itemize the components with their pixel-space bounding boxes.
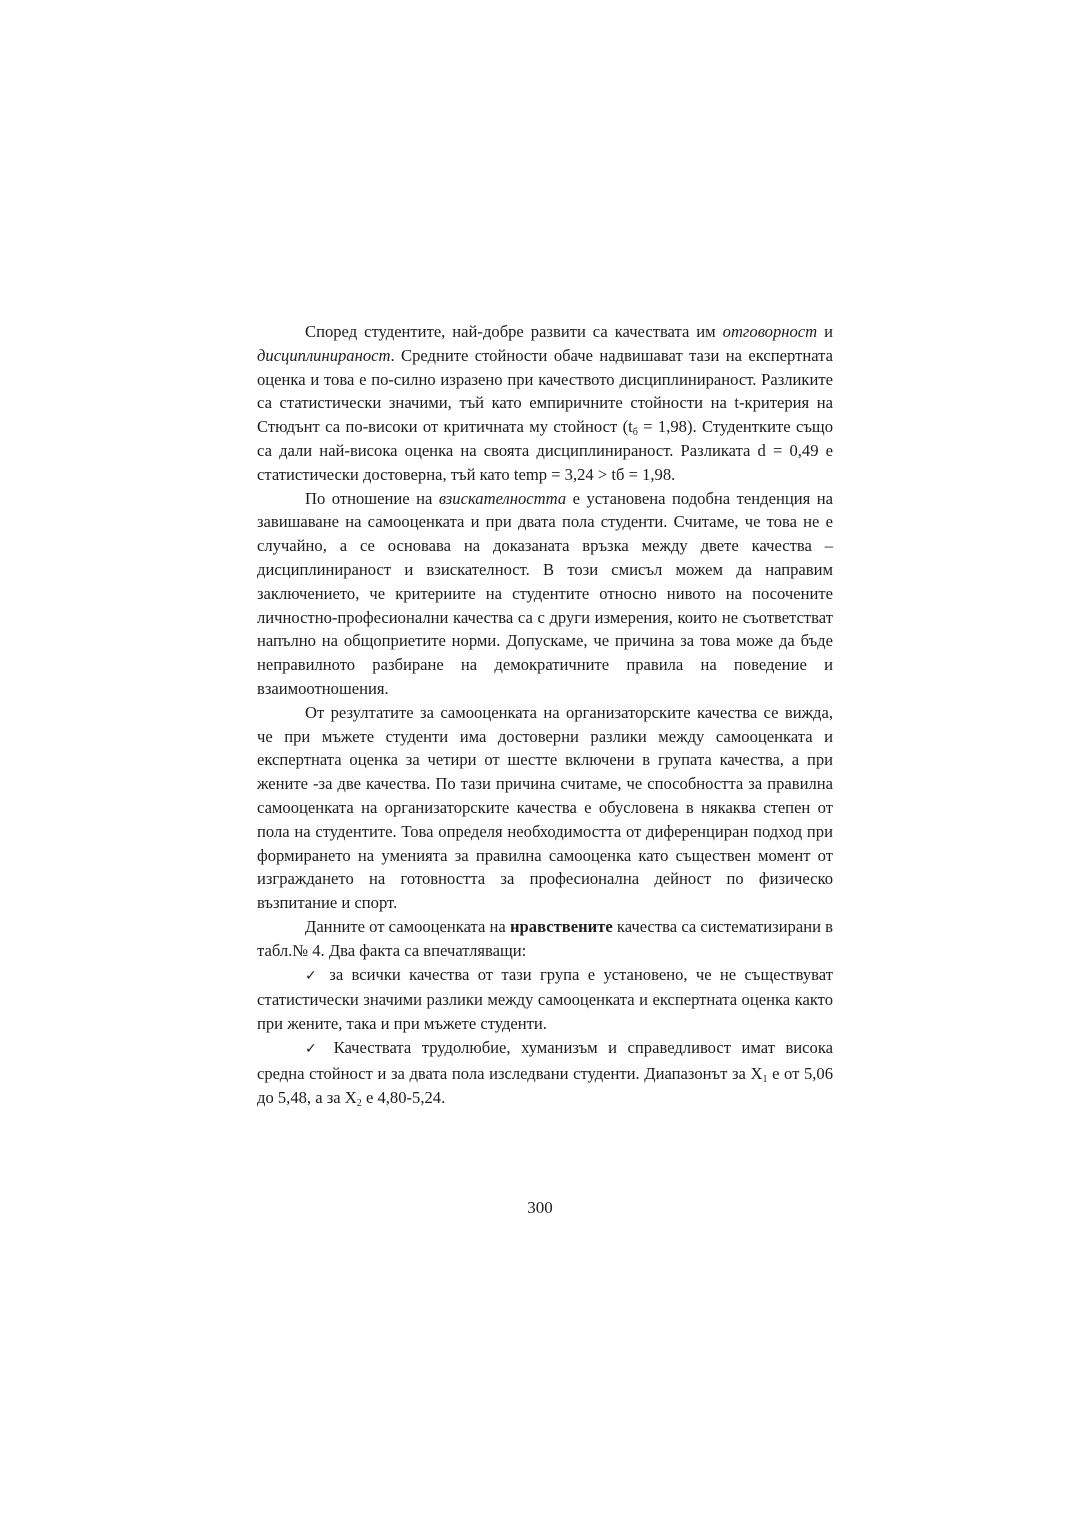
paragraph-6-bullet [257, 1036, 833, 1109]
text-run: По отношение на [305, 488, 439, 508]
italic-term: взискателността [438, 488, 567, 508]
italic-term: дисциплинираност [257, 345, 391, 365]
text-run: е от 5,06 до 5,48, а за X [257, 1063, 833, 1107]
text-run: . Средните стойности обаче надвишават тази на експертната оценка и това е по-силно изразено при качеството дисциплинираност. Разликите са статистически значими, тъй като емпиричните стойности на t-критерия на Стюдънт са по-високи от критичната му стойност (t [257, 345, 833, 437]
text-run: за всички качества от тази група е установено, че не съществуват статистически значими разлики между самооценката и експертната оценка както при жените, така и при мъжете студенти. [257, 964, 833, 1034]
text-run: Според студентите, най-добре развити са качествата им [305, 322, 723, 341]
text-run: Качествата трудолюбие, хуманизъм и справедливост имат висока средна стойност и за двата пола изследвани студенти. Диапазонът за X [257, 1037, 833, 1083]
paragraph-5-bullet [257, 963, 833, 1036]
text-run: е установена подобна тенденция на завишаване на самооценката и при двата пола студенти. Считаме, че това не е случайно, а се основава на доказаната връзка между двете качества – дисциплинираност и взискателност. В този смисъл можем да направим заключението, че критериите на студентите относно нивото на посочените личностно-професионални качества са с други измерения, които не съответстват напълно на общоприетите норми. Допускаме, че причина за това може да бъде неправилното разбиране на демократичните правила на поведение и взаимоотношения. [257, 488, 833, 698]
text-run: = 1,98). Студентките също са дали най-висока оценка на своята дисциплинираност. Разликата d = 0,49 е статистически достоверна, тъй като temp = 3,24 > tб = 1,98. [257, 417, 833, 484]
page-number: 300 [527, 1198, 553, 1217]
text-run: Данните от самооценката на [305, 916, 510, 936]
subscript: б [632, 427, 638, 439]
text-run: От резултатите за самооценката на организаторските качества се вижда, че при мъжете студенти има достоверни разлики между самооценката и експертната оценка за четири от шестте включени в групата качества, а при жените -за две качества. По тази причина считаме, че способността за правилна самооценката на организаторските качества е обусловена в някаква степен от пола на студентите. Това определя необходимостта от диференциран подход при формирането на уменията за правилна самооценка като съществен момент от изграждането на готовността за професионална дейност по физическо възпитание и спорт. [257, 702, 833, 913]
checkmark-icon: ✓ [305, 1040, 324, 1057]
text-run: е 4,80-5,24. [361, 1087, 446, 1107]
text-run: и [817, 322, 834, 341]
italic-term: отговорност [722, 322, 818, 341]
body-text [257, 320, 833, 1109]
paragraph-2 [257, 487, 833, 701]
text-run: качества са систематизирани в табл.№ 4. Два факта са впечатляващи: [257, 916, 833, 960]
paragraph-4 [257, 915, 833, 963]
bold-term: нравствените [509, 916, 613, 936]
subscript: 2 [356, 1097, 362, 1109]
checkmark-icon: ✓ [305, 967, 321, 984]
paragraph-1 [257, 320, 833, 487]
subscript: 1 [762, 1073, 768, 1085]
paragraph-3 [257, 701, 833, 915]
